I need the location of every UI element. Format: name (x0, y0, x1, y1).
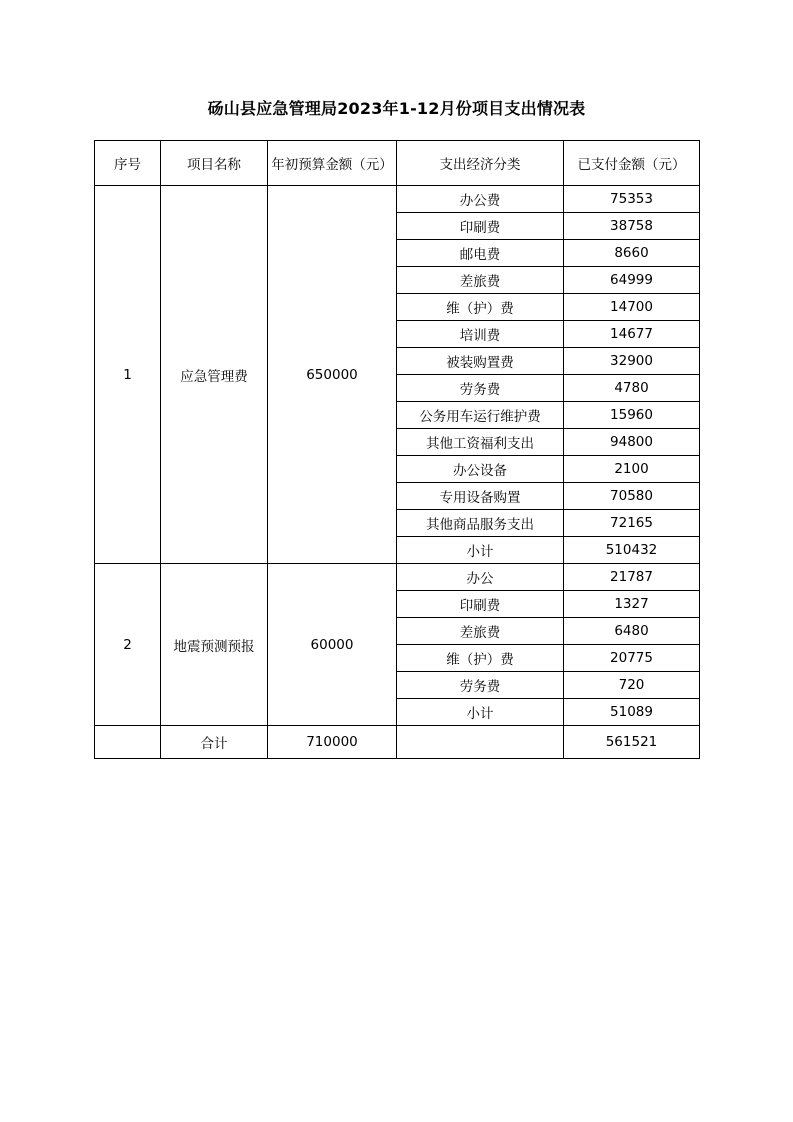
category-cell: 劳务费 (397, 375, 564, 402)
category-cell: 其他商品服务支出 (397, 510, 564, 537)
paid-cell: 70580 (564, 483, 700, 510)
paid-cell: 720 (564, 672, 700, 699)
paid-cell: 1327 (564, 591, 700, 618)
paid-cell: 4780 (564, 375, 700, 402)
category-cell: 印刷费 (397, 213, 564, 240)
project-budget: 650000 (268, 186, 397, 564)
paid-cell: 14677 (564, 321, 700, 348)
category-cell: 差旅费 (397, 618, 564, 645)
category-cell: 维（护）费 (397, 294, 564, 321)
category-cell: 劳务费 (397, 672, 564, 699)
project-name: 地震预测预报 (161, 564, 268, 726)
category-cell: 专用设备购置 (397, 483, 564, 510)
category-cell: 公务用车运行维护费 (397, 402, 564, 429)
project-seq: 1 (95, 186, 161, 564)
paid-cell: 38758 (564, 213, 700, 240)
total-row (95, 726, 700, 759)
table-header-row (95, 141, 700, 186)
header-seq: 序号 (95, 141, 161, 186)
header-paid: 已支付金额（元） (564, 141, 700, 186)
subtotal-label: 小计 (397, 699, 564, 726)
category-cell: 培训费 (397, 321, 564, 348)
category-cell: 办公费 (397, 186, 564, 213)
subtotal-value: 51089 (564, 699, 700, 726)
category-cell: 办公设备 (397, 456, 564, 483)
paid-cell: 2100 (564, 456, 700, 483)
category-cell: 印刷费 (397, 591, 564, 618)
paid-cell: 94800 (564, 429, 700, 456)
total-budget: 710000 (268, 726, 397, 759)
category-cell: 邮电费 (397, 240, 564, 267)
expenditure-table (94, 140, 700, 759)
paid-cell: 6480 (564, 618, 700, 645)
subtotal-label: 小计 (397, 537, 564, 564)
total-label: 合计 (161, 726, 268, 759)
page-title: 砀山县应急管理局2023年1-12月份项目支出情况表 (207, 99, 586, 118)
total-category-empty (397, 726, 564, 759)
category-cell: 办公 (397, 564, 564, 591)
category-cell: 被装购置费 (397, 348, 564, 375)
project-name: 应急管理费 (161, 186, 268, 564)
header-category: 支出经济分类 (397, 141, 564, 186)
header-project: 项目名称 (161, 141, 268, 186)
total-seq-empty (95, 726, 161, 759)
paid-cell: 14700 (564, 294, 700, 321)
category-cell: 其他工资福利支出 (397, 429, 564, 456)
project-budget: 60000 (268, 564, 397, 726)
paid-cell: 15960 (564, 402, 700, 429)
total-paid: 561521 (564, 726, 700, 759)
table-row (95, 186, 700, 213)
table-row (95, 564, 700, 591)
paid-cell: 32900 (564, 348, 700, 375)
paid-cell: 64999 (564, 267, 700, 294)
paid-cell: 20775 (564, 645, 700, 672)
paid-cell: 8660 (564, 240, 700, 267)
category-cell: 差旅费 (397, 267, 564, 294)
subtotal-value: 510432 (564, 537, 700, 564)
paid-cell: 21787 (564, 564, 700, 591)
header-budget: 年初预算金额（元） (268, 141, 397, 186)
paid-cell: 72165 (564, 510, 700, 537)
category-cell: 维（护）费 (397, 645, 564, 672)
project-seq: 2 (95, 564, 161, 726)
paid-cell: 75353 (564, 186, 700, 213)
